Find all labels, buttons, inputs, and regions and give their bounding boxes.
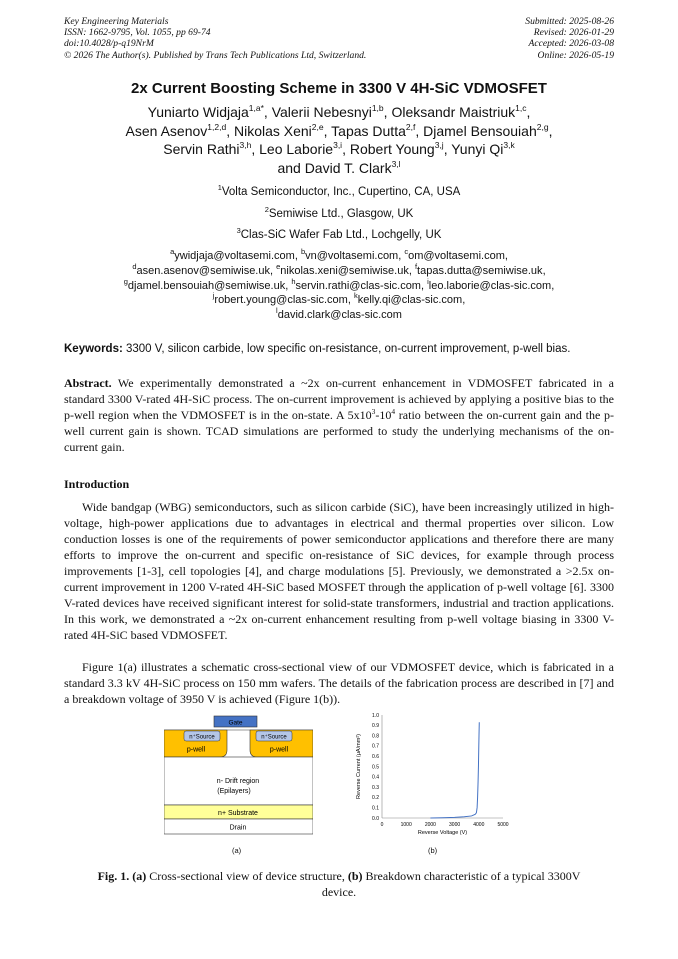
x-tick-label: 3000 <box>449 822 461 828</box>
author-list: Yuniarto Widjaja$^{1,a*}$, Valerii Nebesnyi$^{1,b}$, Oleksandr Maistriuk$^{1,c}$, Asen Asenov$^{1,2,d}$, Nikolas Xeni$^{2,e}$, Tapas Dutta$^{2,f}$, Djamel Bensouiah$^{2,g}$, Servin Rathi$^{3,h}$, Leo Laborie$^{3,i}$, Robert Young$^{3,j}$, Yunyi Qi$^{3,k}$ and David T. Clark$^{3,l}$ <box>125 103 553 176</box>
gate-label: Gate <box>228 719 243 727</box>
email[interactable]: $^j$robert.young@clas-sic.com <box>212 291 348 307</box>
y-axis-label: Reverse Current (μA/mm²) <box>356 734 362 799</box>
author: David T. Clark$^{3,l}$ <box>304 158 401 176</box>
doi: doi:10.4028/p-q19NrM <box>64 38 154 50</box>
x-tick-label: 2000 <box>424 822 436 828</box>
author: Tapas Dutta$^{2,f}$ <box>331 121 416 139</box>
breakdown-chart <box>353 707 513 842</box>
body-paragraph: Figure 1(a) illustrates a schematic cross-sectional view of our VDMOSFET device, which is fabricated in a standard 3.3 kV 4H-SiC process on 150 mm wafers. The details of the fabrication process are described in [7] and a breakdown voltage of 3950 V is achieved (Figure 1(b)). <box>64 660 614 706</box>
abstract: Abstract. We experimentally demonstrated a ~2x on-current enhancement in VDMOSFET fabricated in a standard 3300 V-rated 4H-SiC process. The on-current improvement is achieved by applying a positive bias to the p-well region when the VDMOSFET is in the on-state. A $5x10^3-10^4$ ratio between the on-current gain and the p-well current gain is shown. TCAD simulations are performed to study the underlying mechanisms of the on-current gain. <box>64 376 614 454</box>
submitted-date: Submitted: 2025-08-26 <box>525 16 614 27</box>
revised-date: Revised: 2026-01-29 <box>533 27 614 39</box>
y-tick-label: 0.2 <box>372 795 379 802</box>
series-line <box>430 722 479 818</box>
email[interactable]: $^d$asen.asenov@semiwise.uk <box>132 261 270 277</box>
email[interactable]: $^a$ywidjaja@voltasemi.com <box>170 247 295 262</box>
email[interactable]: $^k$kelly.qi@clas-sic.com <box>353 291 463 307</box>
dates-header <box>525 16 614 61</box>
author: Yuniarto Widjaja$^{1,a*}$ <box>147 103 264 120</box>
caption-label: Fig. 1. <box>97 869 130 883</box>
p-well-right-label: p-well <box>269 746 289 754</box>
y-tick-label: 0.1 <box>372 805 379 812</box>
accepted-date: Accepted: 2026-03-08 <box>528 38 614 50</box>
y-tick-label: 0.8 <box>372 733 379 740</box>
affiliation: $^1$Volta Semiconductor, Inc., Cupertino, CA, USA <box>217 183 461 198</box>
author: Valerii Nebesnyi$^{1,b}$ <box>271 103 384 120</box>
author: Nikolas Xeni$^{2,e}$ <box>233 121 324 139</box>
author: Oleksandr Maistriuk$^{1,c}$ <box>391 103 527 120</box>
author: Yunyi Qi$^{3,k}$ <box>451 140 515 157</box>
email[interactable]: $^l$david.clark@clas-sic.com <box>276 306 402 322</box>
email[interactable]: $^f$tapas.dutta@semiwise.uk <box>414 261 543 277</box>
author: Leo Laborie$^{3,i}$ <box>259 140 343 157</box>
author: Robert Young$^{3,j}$ <box>349 140 444 157</box>
email[interactable]: $^c$om@voltasemi.com <box>404 247 505 262</box>
device-cross-section <box>164 713 313 835</box>
source-left-label: n⁺Source <box>189 734 215 741</box>
y-tick-label: 0.7 <box>372 743 379 750</box>
issn: ISSN: 1662-9795, Vol. 1055, pp 69-74 <box>64 27 211 39</box>
drift-sublabel: (Epilayers) <box>217 788 251 795</box>
email[interactable]: $^i$leo.laborie@clas-sic.com <box>427 276 552 292</box>
y-tick-label: 0.0 <box>372 815 379 822</box>
panel-label-a: (a) <box>232 846 242 855</box>
author: Djamel Bensouiah$^{2,g}$ <box>423 121 549 139</box>
abstract-label: Abstract. <box>64 376 112 390</box>
y-tick-label: 0.6 <box>372 754 379 760</box>
y-tick-label: 1.0 <box>372 712 379 719</box>
online-date: Online: 2026-05-19 <box>537 49 614 61</box>
substrate-label: n+ Substrate <box>218 810 258 817</box>
email[interactable]: $^h$servin.rathi@clas-sic.com <box>291 276 421 292</box>
x-tick-label: 1000 <box>400 822 412 828</box>
panel-label-b: (b) <box>428 846 438 855</box>
p-well-left-label: p-well <box>186 746 206 754</box>
journal-header <box>64 16 366 61</box>
drain-label: Drain <box>229 824 247 832</box>
keywords-label: Keywords: <box>64 343 123 355</box>
x-tick-label: 0 <box>380 822 384 828</box>
email[interactable]: $^e$nikolas.xeni@semiwise.uk <box>276 261 409 277</box>
keywords <box>64 343 614 355</box>
y-tick-label: 0.3 <box>372 784 379 791</box>
x-tick-label: 5000 <box>497 822 509 828</box>
email-list: $^a$ywidjaja@voltasemi.com, $^b$vn@voltasemi.com, $^c$om@voltasemi.com, $^d$asen.asenov@semiwise.uk, $^e$nikolas.xeni@semiwise.uk, $^f$tapas.dutta@semiwise.uk, $^g$djamel.bensouiah@semiwise.uk, $^h$servin.rathi@clas-sic.com, $^i$leo.laborie@clas-sic.com, $^j$robert.young@clas-sic.com, $^k$kelly.qi@clas-sic.com, $^l$david.clark@clas-sic.com <box>123 247 555 322</box>
paper-title: 2x Current Boosting Scheme in 3300 V 4H-SiC VDMOSFET <box>131 80 547 97</box>
x-axis-label: Reverse Voltage (V) <box>417 830 468 836</box>
section-heading: Introduction <box>64 477 130 491</box>
copyright: © 2026 The Author(s). Published by Trans Tech Publications Ltd, Switzerland. <box>64 49 367 61</box>
drift-label: n- Drift region <box>216 778 260 785</box>
y-tick-label: 0.9 <box>372 723 379 730</box>
journal-name: Key Engineering Materials <box>64 16 169 27</box>
source-right-label: n⁺Source <box>261 734 287 741</box>
figure-caption: Fig. 1. (a) Cross-sectional view of device structure, (b) Breakdown characteristic of a typical 3300V device. <box>97 869 581 899</box>
author-connector: and <box>277 159 301 176</box>
keywords-text: 3300 V, silicon carbide, low specific on-resistance, on-current improvement, p-well bias. <box>126 343 571 355</box>
author: Asen Asenov$^{1,2,d}$ <box>125 121 227 139</box>
x-tick-label: 4000 <box>473 822 485 828</box>
email[interactable]: $^g$djamel.bensouiah@semiwise.uk <box>123 276 286 292</box>
affiliation: $^2$Semiwise Ltd., Glasgow, UK <box>264 205 414 220</box>
y-tick-label: 0.4 <box>372 774 379 781</box>
body-paragraph: Wide bandgap (WBG) semiconductors, such as silicon carbide (SiC), have been increasingly utilized in high-voltage, high-power applications due to advantages in electrical and thermal properties over silicon. Low conduction losses is one of the requirements of power semiconductor applications and therefore there are many efforts to improve the on-current and specific on-resistance of SiC devices, for example through process improvements [1-3], cell topologies [4], and charge modulations [5]. Previously, we demonstrated a >2.5x on-current improvement in 1200 V-rated 4H-SiC based MOSFET through the application of p-well voltage [6]. 3300 V-rated devices have received significant interest for solid-state transformers, industrial and traction applications. In this work, we demonstrated a ~2x on-current enhancement resulting from p-well voltage biasing in 3300 V-rated 4H-SiC based VDMOSFET. <box>64 500 614 642</box>
email[interactable]: $^b$vn@voltasemi.com <box>300 247 399 262</box>
author: Servin Rathi$^{3,h}$ <box>163 140 252 157</box>
affiliation: $^3$Clas-SiC Wafer Fab Ltd., Lochgelly, UK <box>236 226 442 241</box>
y-tick-label: 0.5 <box>372 764 379 771</box>
